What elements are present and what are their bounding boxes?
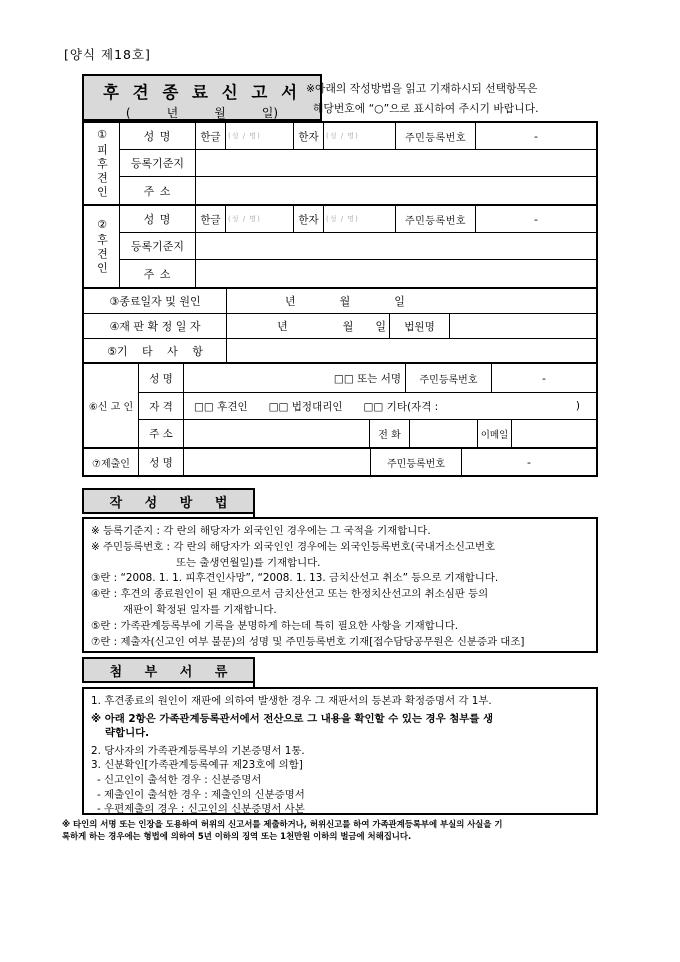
- reporter-qualification-row: [139, 393, 596, 420]
- address-label: 주 소: [139, 420, 184, 447]
- qualification-label: 자 격: [139, 393, 184, 419]
- title-box: [82, 74, 322, 121]
- method-line: ※ 등록기준지 : 각 란의 해당자가 외국인인 경우에는 그 국적을 기재합니다.: [91, 525, 431, 537]
- submitter-label: ⑦제출인: [84, 449, 139, 475]
- rrn-field: -: [534, 129, 538, 143]
- address-label: 주 소: [120, 177, 196, 204]
- reporter-label: ⑥신 고 인: [84, 364, 139, 447]
- attachment-line: ※ 아래 2항은 가족관계등록관서에서 전산으로 그 내용을 확인할 수 있는 경우 첨부를 생: [91, 712, 494, 725]
- rrn-field: -: [527, 455, 531, 469]
- method-line: ④란 : 후견의 종료원인이 된 재판으로서 금치산선고 또는 한정치산선고의 취소심판 등의: [91, 588, 489, 601]
- guardian-vertical-label: ②후견인: [84, 206, 120, 287]
- reporter-address-row: [139, 420, 596, 447]
- other-matters-field: [227, 339, 596, 362]
- row-other-matters: [84, 339, 596, 364]
- name-label: 성 명: [120, 206, 196, 232]
- qualification-close-paren: ): [575, 400, 580, 412]
- guardian-name-row: [120, 206, 596, 233]
- attachment-line: - 제출인이 출석한 경우 : 제출인의 신분증명서: [97, 788, 305, 801]
- signature-field: □□ 또는 서명: [184, 364, 406, 392]
- trial-date-label: ④재 판 확 정 일 자: [84, 314, 227, 338]
- court-name-field: [450, 314, 596, 338]
- name-label: 성 명: [139, 449, 184, 475]
- attachments-section-box: [82, 687, 598, 815]
- section-submitter: [84, 449, 596, 475]
- section-ward: [84, 123, 596, 206]
- row-termination-date: [84, 289, 596, 314]
- form-number: [양식 제18호]: [64, 47, 151, 62]
- row-trial-date: [84, 314, 596, 339]
- hangul-label: 한글: [196, 206, 226, 232]
- penalty-warning-line2: 록하게 하는 경우에는 형법에 의하여 5년 이하의 징역 또는 1천만원 이하의 벌금에 처해집니다.: [62, 830, 412, 841]
- attachment-line: 략합니다.: [105, 727, 150, 740]
- method-line: ③란 : “2008. 1. 1. 피후견인사망”, “2008. 1. 13. 금치산선고 취소” 등으로 기재합니다.: [91, 572, 499, 585]
- hanja-label: 한자: [294, 206, 324, 232]
- attachment-line: 2. 당사자의 가족관계등록부의 기본증명서 1통.: [91, 744, 305, 757]
- rrn-field: -: [534, 212, 538, 226]
- attachment-line: - 우편제출의 경우 : 신고인의 신분증명서 사본: [97, 803, 305, 816]
- attachment-line: - 신고인이 출석한 경우 : 신분증명서: [97, 773, 262, 786]
- title-date-line: ( 년 월 일): [125, 106, 279, 120]
- regbase-field: [196, 150, 596, 176]
- method-section-header: 작 성 방 법: [82, 488, 255, 514]
- main-form-table: [82, 121, 598, 477]
- side-note-line2: 해당번호에 “○”으로 표시하여 주시기 바랍니다.: [313, 102, 539, 115]
- name-label: 성 명: [120, 123, 196, 149]
- email-label: 이메일: [478, 420, 512, 447]
- submitter-name-field: [184, 449, 371, 475]
- name-label: 성 명: [139, 364, 184, 392]
- termination-date-field: 년 월 일: [285, 295, 405, 308]
- penalty-warning-line1: ※ 타인의 서명 또는 인장을 도용하여 허위의 신고서를 제출하거나, 허위신고를 하여 가족관계등록부에 부실의 사실을 기: [62, 819, 503, 829]
- regbase-label: 등록기준지: [120, 150, 196, 176]
- termination-date-label: ③종료일자 및 원인: [84, 289, 227, 313]
- rrn-label: 주민등록번호: [406, 364, 492, 392]
- qualification-options: [184, 393, 596, 419]
- method-line: ⑤란 : 가족관계등록부에 기록을 분명하게 하는데 특히 필요한 사항을 기재합니다.: [91, 619, 459, 632]
- ward-regbase-row: [120, 150, 596, 177]
- method-line: ※ 주민등록번호 : 각 란의 해당자가 외국인인 경우에는 외국인등록번호(국내거소신고번호: [91, 540, 496, 553]
- method-line: 또는 출생연월일)를 기재합니다.: [176, 556, 321, 569]
- form-title: 후 견 종 료 신 고 서: [102, 83, 302, 102]
- penalty-warning: [62, 819, 642, 842]
- ward-name-row: [120, 123, 596, 150]
- hanja-name-field: (성 / 명): [324, 123, 396, 149]
- method-line: ⑦란 : 제출자(신고인 여부 불문)의 성명 및 주민등록번호 기재[접수담당공무원은 신분증과 대조]: [91, 635, 525, 648]
- guardian-address-row: [120, 260, 596, 287]
- trial-date-field: 년 월 일: [227, 314, 390, 338]
- reporter-name-row: [139, 364, 596, 393]
- rrn-label: 주민등록번호: [371, 449, 462, 475]
- attachments-section-header: 첨 부 서 류: [82, 657, 255, 683]
- method-line: 재판이 확정된 일자를 기재합니다.: [123, 603, 277, 616]
- side-note: [306, 79, 600, 119]
- ward-vertical-label: ①피후견인: [84, 123, 120, 204]
- phone-field: [410, 420, 478, 447]
- rrn-label: 주민등록번호: [396, 206, 476, 232]
- section-guardian: [84, 206, 596, 289]
- address-field: [196, 177, 596, 204]
- method-section-box: [82, 517, 598, 653]
- side-note-line1: ※아래의 작성방법을 읽고 기재하시되 선택항목은: [306, 82, 538, 95]
- hanja-name-field: (성 / 명): [324, 206, 396, 232]
- regbase-field: [196, 233, 596, 259]
- hangul-name-field: (성 / 명): [226, 206, 294, 232]
- address-field: [196, 260, 596, 287]
- hanja-label: 한자: [294, 123, 324, 149]
- section-reporter: [84, 364, 596, 449]
- other-matters-label: ⑤기 타 사 항: [84, 339, 227, 362]
- qualification-checkboxes: □□ 후견인 □□ 법정대리인 □□ 기타(자격 :: [194, 400, 439, 413]
- guardian-regbase-row: [120, 233, 596, 260]
- phone-label: 전 화: [370, 420, 410, 447]
- address-field: [184, 420, 370, 447]
- regbase-label: 등록기준지: [120, 233, 196, 259]
- email-field: [512, 420, 596, 447]
- rrn-field: -: [542, 371, 546, 385]
- court-name-label: 법원명: [390, 314, 450, 338]
- rrn-label: 주민등록번호: [396, 123, 476, 149]
- hangul-label: 한글: [196, 123, 226, 149]
- ward-address-row: [120, 177, 596, 204]
- hangul-name-field: (성 / 명): [226, 123, 294, 149]
- address-label: 주 소: [120, 260, 196, 287]
- attachment-line: 3. 신분확인[가족관계등록예규 제23호에 의함]: [91, 759, 303, 772]
- attachment-line: 1. 후견종료의 원인이 재판에 의하여 발생한 경우 그 재판서의 등본과 확정증명서 각 1부.: [91, 695, 492, 707]
